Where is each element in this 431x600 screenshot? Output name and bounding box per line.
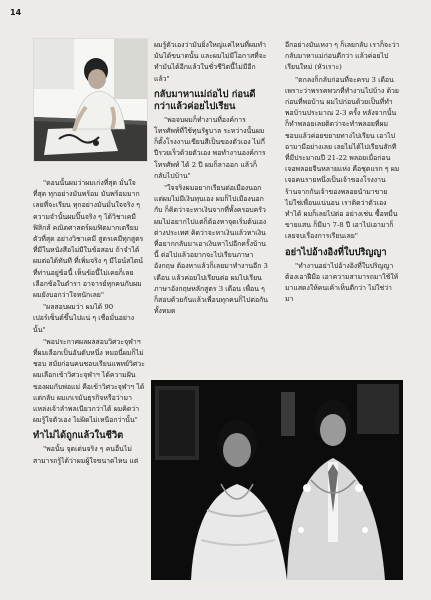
left-paragraph-2: "ผลสอบผมว่า ผมได้ 90 เปอร์เซ็นต์ขึ้นไปแน่ ๆ เชื่อมั่นอย่างนั้น" [33,303,135,334]
middle-heading: กลับมาหาแม่ถ่อไป ก่อนดีกว่าแล้วค่อยไปเรียน [154,88,256,112]
right-intro-paragraph: อีกอย่างมันเหงา ๆ ก็เลยกลับ เราก็จะว่ากลับมาหาแม่ก่อนดีกว่า แล้วค่อยไปเรียนใหม่ (หัวเราะ) [285,41,400,72]
middle-paragraph-1: "พอจบผมก็ทำงานที่องค์การโทรศัพท์ที่ใช้ทุนรัฐบาล ระหว่างนั้นผมก็ตั้งโรงงานเขียนสีเป็นของตัวเอง ไม่กี่ปีรวยเร็วด้วยตัวเอง พอทำงานองค์การโทรศัพท์ ได้ 2 ปี ผมก็ลาออก แล้วก็กลับไปบ้าน" [154,115,266,180]
painting-photo-image [34,39,147,161]
wedding-photo [151,380,403,580]
left-paragraph-1: "ตอนนั้นผมว่าผมเก่งที่สุด มั่นใจที่สุด ทุกอย่างมันพร้อม มันพร้อมมากเลยที่จะเรียน ทุกอย่างมันมั่นใจจริง ๆ ความจำนั้นผมปิ๊นจริง ๆ ได้วิชาเคมีฟิสิกส์ คณิตศาสตร์ผมฟิตมากเตรียมตัวที่สุด อย่างวิชาเคมี สูตรเคมีทุกสูตรที่มีในหนังสือไม่มีในข้อสอบ ถ้าจำได้ผมต่อได้ทันที ที่เพิ่มจริง ๆ มีไอน์สไตน์ที่ท่านอยู่ข้อนี้ เห็นข้อนี้ไม่เคยก็เลยเลือกข้อในตำรา อาจารย์ทุกคนกับผม ผมยังบอกว่าใจหนักเลย" [33,179,144,300]
middle-intro-paragraph: ผมรู้ตัวเองว่ามันยิ่งใหญ่แค่ไหนที่ผมทำมันได้ขนาดนั้น และผมไม่มีโอกาสที่จะทำมันได้อีกแล้วในชั่วชีวิตนี้ไม่มีอีกแล้ว" [154,41,267,83]
wedding-photo-image [151,380,403,580]
left-heading-paragraph: "พอนั้น จุดเด่นจริง ๆ คนอื่นไม่สามารถรู้ได้ว่าผมผู้ใจขนาดไหน แต่ [33,445,139,465]
middle-column [154,40,268,318]
right-heading: อย่าไปอ้างอิงที่ใบปริญญา [285,246,387,258]
right-paragraph-1: "ตกลงก็กลับก่อนที่จะครบ 3 เดือน เพราะว่าพรรคพวกที่ทำงานไปบ้าง ด้วยก่อนที่พอบ้าน ผมไปก่อนด้วยเป็นที่ทำพอบ้านประมาณ 2-3 ครั้ง หลังจากนั้นก็ทำพลอยเลยติดว่าจะทำพลอยที่ผมชอบแล้วค่อยขยายทางไปเรียน เอาไปอามามีอย่างเลย เลยไม่ได้ไปเรียนสักที ที่มีประมาณปี 21-22 พลอยเมื่อก่อนเจอพลอยจีนหลายแห่ง คือชุดแรก ๆ ผมเจอคนรายหนึ่งเป็นเจ้าของโรงงาน ร้านจากกันเจ้าของพลอยนำมาขาย ไม่ใช่เพื่อนแน่นอน เราติดว่าตัวเองทำได้ ผมก็เลยไปต่อ อย่างเช่น ซื้อหมื่นขายแสน ก็มีมา 7-8 ปี เอาไปเอามาก็เลยจบเรื่องการเรียนเลย" [285,75,400,241]
right-heading-paragraph: "ทำงานอย่าไปอ้างอิงที่ใบปริญญา ต้องเอาฝีมือ เอาความสามารถมาใช้ให้มาแสดงให้คนเค้าเห็นดีกว่า ไม่ใช่ว่ามา [285,261,399,304]
left-column [33,178,146,468]
middle-paragraph-2: "ใจจริงผมอยากเรียนต่อเมืองนอก แต่ผมไม่มีเงินทุนเอง ผมก็ไปเมืองนอกกับ ก็คิดว่าจะหาเงินจากที่ทั้งครอบครัว ผมไม่อยากไปแต่ก็ต้องหาจุดเริ่มต้นเองต่างประเทศ คิดว่าจะหาเงินแล้วหาเงินที่อยากกลับมาเอาเงินหาไปอีกครั้งบ้านนี้ ต่อไปแล้วอยากจะไปเรียนภาษาอังกฤษ ต้องหาแล้วก็เลยมาทำงานอีก 3 เดือน แล้วค่อยไปเรียนต่อ ผมไปเรียนภาษาอังกฤษหลักสูตร 3 เดือน เพื่อน ๆ ก็สอบด้วยกันแล้วเพื่อนทุกคนก็ไปต่อกันทั้งหมด [154,184,268,316]
left-heading: ทำไม่ได้ถูกแล้วในชีวิต [33,430,124,442]
painting-photo [33,38,148,162]
page-number: 14 [10,8,22,17]
left-paragraph-3: "พอประกาศผลผลสอบวิศวะจุฬาฯ ที่ผมเลือกเป็นอันดับหนึ่ง หมอนี่ผมก็ไม่ชอบ สมัยก่อนคนชอบเรียนแพทย์วิศวะ ผมเลือกเข้าวิศวะจุฬาฯ ได้ความฝันของผมกับพ่อแม่ คือเข้าวิศวะจุฬาฯ ได้แต่กลับ ผมเกเรมันธุรกิจหรือว่ามาแหล่งเจ้าลำพลเนียวกว่าได้ ผมคิดว่าผมรู้ใจตัวเอง ไม่ผิดไม่เหนือกว่านั้น" [33,337,145,425]
right-column [285,40,400,306]
